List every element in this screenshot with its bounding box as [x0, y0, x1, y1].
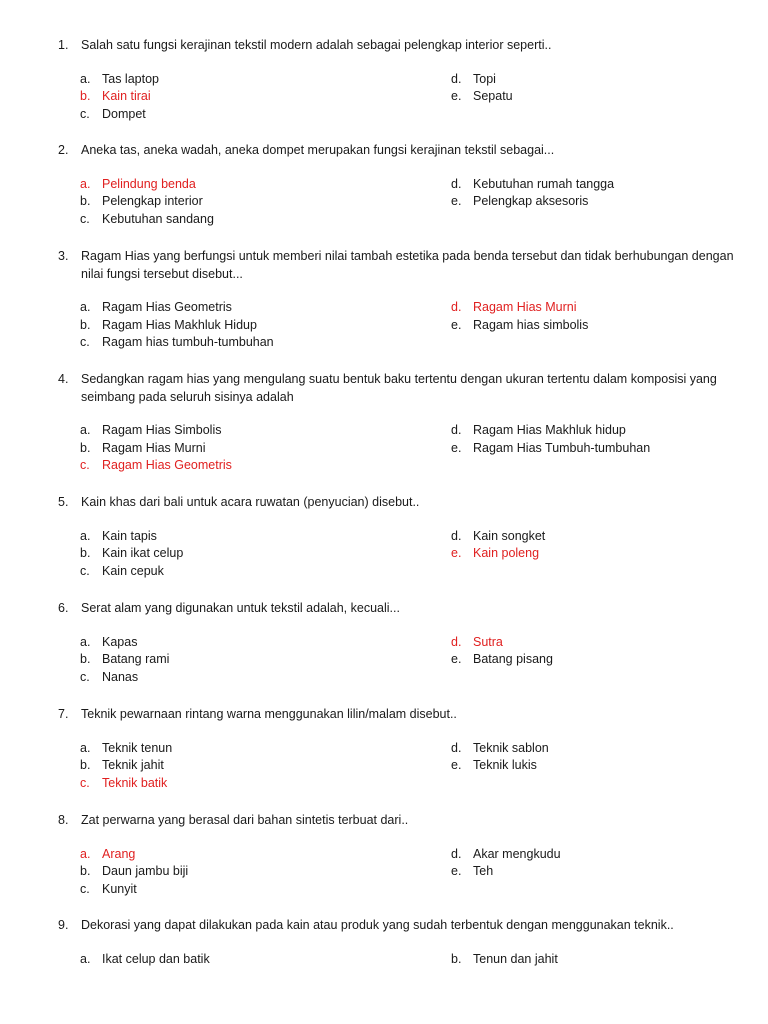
option-b: [80, 193, 203, 211]
option-text: Kain cepuk: [102, 563, 164, 578]
option-b: [80, 651, 169, 669]
option-letter: c.: [80, 211, 90, 226]
option-text: Sepatu: [473, 89, 513, 103]
option-text: Ragam Hias Makhluk hidup: [473, 423, 626, 437]
option-a-correct: [80, 176, 196, 194]
option-text: Kapas: [102, 634, 138, 649]
question-number: 6.: [58, 601, 69, 615]
option-text: Kain tapis: [102, 528, 157, 543]
option-letter: b.: [80, 758, 91, 772]
question-number: 5.: [58, 495, 69, 509]
option-text: Tas laptop: [102, 71, 159, 86]
question-8: [58, 812, 738, 900]
option-a: [80, 528, 157, 546]
option-e: [451, 317, 588, 335]
option-letter: d.: [451, 634, 462, 649]
option-text: Nanas: [102, 669, 139, 684]
option-letter: b.: [80, 194, 91, 208]
option-letter: c.: [80, 458, 90, 472]
question-stem: [58, 706, 738, 724]
question-text: Kain khas dari bali untuk acara ruwatan (penyucian) disebut..: [81, 495, 420, 509]
option-text: Ragam Hias Makhluk Hidup: [102, 317, 257, 332]
option-c: [80, 106, 146, 124]
option-list: [58, 740, 738, 794]
option-letter: b.: [80, 546, 91, 560]
question-stem: [58, 917, 738, 935]
option-b-correct: [80, 88, 151, 106]
option-letter: e.: [451, 194, 462, 208]
question-1: [58, 37, 738, 125]
option-text: Kunyit: [102, 881, 137, 896]
option-list: [58, 634, 738, 688]
question-6: [58, 600, 738, 688]
option-letter: a.: [80, 634, 91, 649]
option-e: [451, 440, 650, 458]
option-letter: a.: [80, 846, 91, 861]
option-letter: d.: [451, 846, 462, 861]
option-letter: d.: [451, 528, 462, 543]
option-a: [80, 951, 210, 969]
option-letter: d.: [451, 740, 462, 755]
option-text: Kain tirai: [102, 89, 151, 103]
option-letter: d.: [451, 300, 462, 314]
option-letter: e.: [451, 758, 462, 772]
option-a: [80, 71, 159, 89]
option-e-correct: [451, 545, 539, 563]
question-number: 7.: [58, 707, 69, 721]
question-text: Dekorasi yang dapat dilakukan pada kain atau produk yang sudah terbentuk dengan menggunakan teknik..: [81, 918, 674, 932]
option-letter: b.: [80, 440, 91, 455]
option-letter: e.: [451, 864, 462, 878]
option-letter: c.: [80, 775, 90, 790]
option-text: Ragam Hias Murni: [102, 440, 206, 455]
option-text: Teknik tenun: [102, 740, 173, 755]
option-d: [451, 176, 614, 194]
option-list: [58, 528, 738, 582]
option-letter: c.: [80, 669, 90, 684]
option-letter: c.: [80, 106, 90, 121]
option-d-correct: [451, 634, 503, 652]
option-list: [58, 299, 738, 353]
option-list: [58, 71, 738, 125]
question-text: Zat perwarna yang berasal dari bahan sintetis terbuat dari..: [81, 813, 409, 827]
option-text: Batang pisang: [473, 652, 553, 666]
option-letter: a.: [80, 528, 91, 543]
option-text: Teknik lukis: [473, 758, 537, 772]
option-letter: b.: [80, 317, 91, 332]
option-c: [80, 563, 164, 581]
question-text: Teknik pewarnaan rintang warna menggunakan lilin/malam disebut..: [81, 707, 457, 721]
option-d: [451, 422, 626, 440]
question-stem: [58, 494, 738, 512]
option-letter: d.: [451, 423, 462, 437]
question-stem: [58, 812, 738, 830]
option-text: Dompet: [102, 106, 146, 121]
option-text: Arang: [102, 846, 136, 861]
option-letter: a.: [80, 423, 91, 437]
question-number: 8.: [58, 813, 69, 827]
option-e: [451, 193, 588, 211]
option-b: [80, 545, 183, 563]
option-letter: b.: [80, 652, 91, 666]
option-text: Pelengkap aksesoris: [473, 194, 589, 208]
question-number: 2.: [58, 143, 69, 157]
question-number: 1.: [58, 38, 69, 52]
option-b: [80, 757, 164, 775]
option-text: Kain poleng: [473, 546, 540, 560]
option-text: Kebutuhan sandang: [102, 211, 214, 226]
option-d: [451, 846, 561, 864]
option-a: [80, 299, 232, 317]
option-list: [58, 951, 738, 1005]
option-text: Teh: [473, 864, 494, 878]
option-text: Kain ikat celup: [102, 546, 184, 560]
question-text: Serat alam yang digunakan untuk tekstil adalah, kecuali...: [81, 601, 400, 615]
question-stem: [58, 142, 738, 160]
question-stem: [58, 600, 738, 618]
question-stem: [58, 37, 738, 55]
question-text: Salah satu fungsi kerajinan tekstil modern adalah sebagai pelengkap interior seperti..: [81, 38, 552, 52]
option-text: Kain songket: [473, 528, 546, 543]
question-9: [58, 917, 738, 1005]
option-list: [58, 846, 738, 900]
option-c-correct: [80, 457, 232, 475]
option-a: [80, 422, 221, 440]
option-a-correct: [80, 846, 135, 864]
option-e: [451, 88, 513, 106]
option-text: Sutra: [473, 634, 503, 649]
option-e: [451, 757, 537, 775]
option-text: Pelindung benda: [102, 176, 196, 191]
option-a: [80, 634, 137, 652]
option-text: Daun jambu biji: [102, 864, 189, 878]
option-list: [58, 422, 738, 476]
option-letter: a.: [80, 71, 91, 86]
option-c: [80, 669, 138, 687]
option-text: Batang rami: [102, 652, 170, 666]
option-letter: d.: [451, 71, 462, 86]
question-3: [58, 248, 738, 353]
option-letter: c.: [80, 881, 90, 896]
option-letter: d.: [451, 176, 462, 191]
option-b: [80, 317, 257, 335]
question-text: Aneka tas, aneka wadah, aneka dompet merupakan fungsi kerajinan tekstil sebagai...: [81, 143, 555, 157]
option-text: Pelengkap interior: [102, 194, 203, 208]
option-letter: b.: [80, 89, 91, 103]
option-a: [80, 740, 172, 758]
option-text: Ragam Hias Tumbuh-tumbuhan: [473, 440, 651, 455]
option-d: [451, 528, 545, 546]
option-b: [80, 863, 188, 881]
option-text: Teknik sablon: [473, 740, 549, 755]
question-7: [58, 706, 738, 794]
option-letter: a.: [80, 740, 91, 755]
question-5: [58, 494, 738, 582]
option-c: [80, 334, 274, 352]
option-text: Ragam Hias Geometris: [102, 458, 232, 472]
option-letter: e.: [451, 440, 462, 455]
question-text: Ragam Hias yang berfungsi untuk memberi nilai tambah estetika pada benda tersebut dan tidak berhubungan dengan nilai fungsi tersebut disebut...: [81, 249, 734, 281]
question-stem: [58, 248, 738, 283]
option-text: Ragam Hias Geometris: [102, 300, 232, 314]
option-letter: a.: [80, 300, 91, 314]
option-b: [80, 440, 206, 458]
option-letter: e.: [451, 652, 462, 666]
option-text: Ragam Hias Murni: [473, 300, 577, 314]
option-text: Ragam hias simbolis: [473, 317, 589, 332]
option-text: Teknik jahit: [102, 758, 164, 772]
option-text: Kebutuhan rumah tangga: [473, 176, 615, 191]
option-e: [451, 651, 553, 669]
option-text: Teknik batik: [102, 775, 168, 790]
option-text: Akar mengkudu: [473, 846, 561, 861]
option-b: [451, 951, 558, 969]
option-letter: c.: [80, 563, 90, 578]
option-text: Topi: [473, 71, 496, 86]
option-text: Ragam hias tumbuh-tumbuhan: [102, 335, 274, 349]
question-number: 3.: [58, 249, 69, 263]
option-letter: e.: [451, 546, 462, 560]
option-c: [80, 881, 137, 899]
option-list: [58, 176, 738, 230]
question-2: [58, 142, 738, 230]
option-letter: a.: [80, 176, 91, 191]
question-4: [58, 371, 738, 476]
option-c-correct: [80, 775, 167, 793]
option-letter: c.: [80, 335, 90, 349]
option-text: Tenun dan jahit: [473, 951, 558, 966]
question-stem: [58, 371, 738, 406]
option-letter: b.: [80, 864, 91, 878]
option-d-correct: [451, 299, 577, 317]
option-e: [451, 863, 493, 881]
option-text: Ikat celup dan batik: [102, 951, 210, 966]
option-letter: e.: [451, 89, 462, 103]
option-letter: b.: [451, 951, 462, 966]
question-number: 9.: [58, 918, 69, 932]
option-d: [451, 740, 549, 758]
question-number: 4.: [58, 372, 69, 386]
option-d: [451, 71, 496, 89]
option-text: Ragam Hias Simbolis: [102, 423, 222, 437]
question-text: Sedangkan ragam hias yang mengulang suatu bentuk baku tertentu dengan ukuran tertentu dalam komposisi yang seimbang pada seluruh sisinya adalah: [81, 372, 717, 404]
option-letter: a.: [80, 951, 91, 966]
option-letter: e.: [451, 317, 462, 332]
option-c: [80, 211, 214, 229]
